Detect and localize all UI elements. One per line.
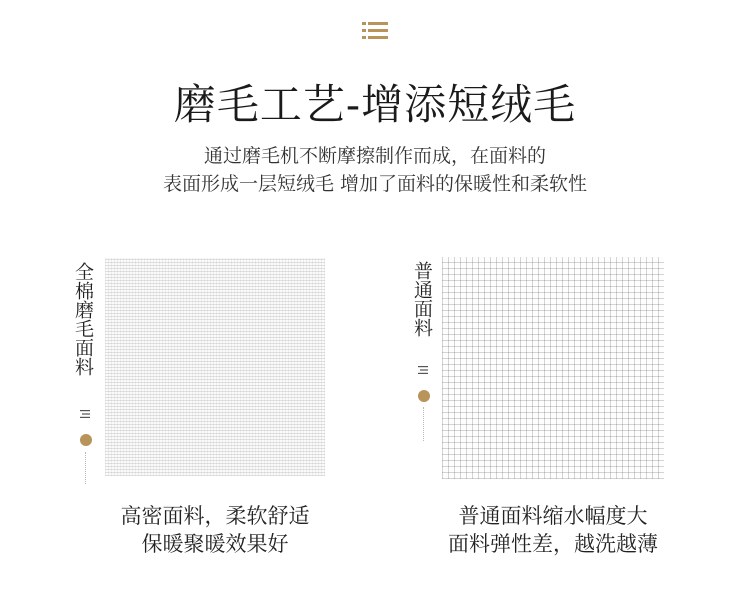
description-line-1: 通过磨毛机不断摩擦制作而成，在面料的 bbox=[203, 145, 546, 167]
left-tiny-text-decoration bbox=[85, 452, 87, 484]
left-caption-line-2: 保暖聚暖效果好 bbox=[141, 532, 289, 556]
list-icon bbox=[362, 20, 388, 42]
gold-dot-icon bbox=[80, 434, 92, 446]
left-vertical-label: 全棉磨毛面料 bbox=[72, 262, 94, 376]
page-title: 磨毛工艺-增添短绒毛 bbox=[173, 80, 577, 129]
gold-dot-icon bbox=[418, 390, 430, 402]
right-caption-line-2: 面料弹性差，越洗越薄 bbox=[448, 532, 658, 556]
description-line-2: 表面形成一层短绒毛 增加了面料的保暖性和柔软性 bbox=[162, 173, 588, 195]
left-caption-line-1: 高密面料，柔软舒适 bbox=[120, 504, 310, 528]
menu-lines-icon bbox=[80, 409, 90, 419]
right-vertical-label: 普通面料 bbox=[411, 261, 433, 337]
menu-lines-icon bbox=[418, 365, 428, 375]
right-caption-line-1: 普通面料缩水幅度大 bbox=[458, 504, 648, 528]
brushed-cotton-fabric-swatch bbox=[105, 258, 325, 476]
right-tiny-text-decoration bbox=[423, 407, 425, 441]
ordinary-fabric-swatch bbox=[442, 257, 664, 479]
